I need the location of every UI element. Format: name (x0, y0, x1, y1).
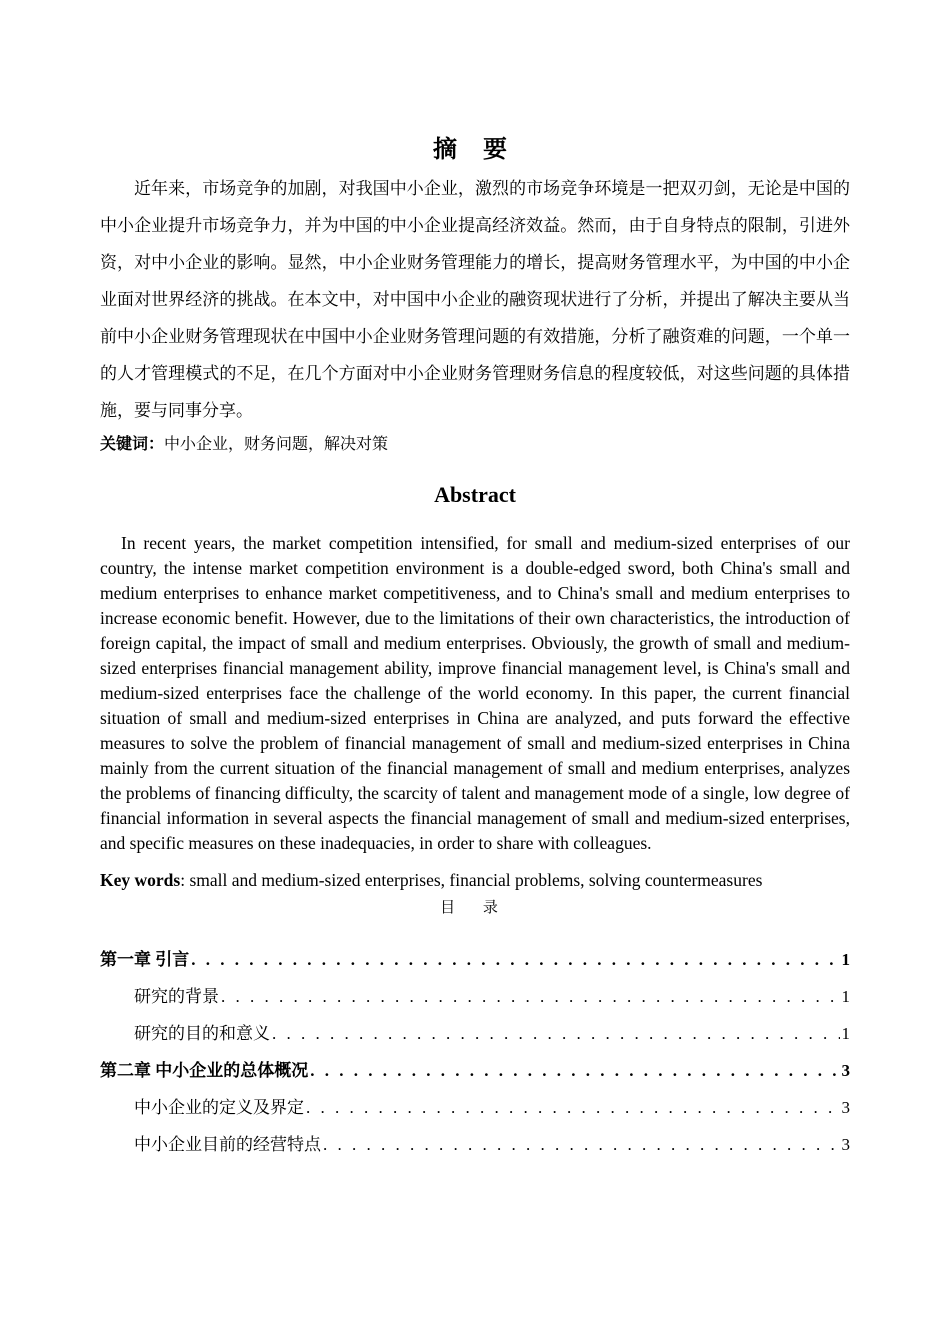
toc-entry-label: 中小企业的定义及界定 (134, 1098, 304, 1117)
toc-dot-leader (323, 1126, 840, 1163)
toc-dot-leader (272, 1015, 840, 1052)
toc-entry-label: 研究的目的和意义 (134, 1024, 270, 1043)
toc-entry-page: 3 (841, 1135, 850, 1154)
toc-entry-page: 1 (841, 1024, 850, 1043)
chinese-keywords (100, 429, 850, 461)
toc-entry-chapter-1[interactable] (100, 941, 850, 978)
toc-entry-section[interactable] (100, 1126, 850, 1163)
english-abstract-title: Abstract (434, 482, 516, 507)
toc-entry-page: 1 (841, 987, 850, 1006)
english-keywords-label: Key words (100, 870, 181, 890)
toc-entry-page: 1 (841, 950, 850, 969)
toc-entry-section[interactable] (100, 978, 850, 1015)
chinese-abstract-title: 摘 要 (433, 137, 517, 163)
toc-entry-page: 3 (841, 1098, 850, 1117)
toc-entry-label: 中小企业目前的经营特点 (134, 1135, 321, 1154)
toc-entry-section[interactable] (100, 1015, 850, 1052)
chinese-keywords-text: 中小企业，财务问题，解决对策 (164, 436, 389, 453)
toc-title: 目 录 (440, 900, 510, 916)
chinese-abstract-body: 近年来，市场竞争的加剧，对我国中小企业，激烈的市场竞争环境是一把双刃剑，无论是中国的中小企业提升市场竞争力，并为中国的中小企业提高经济效益。然而，由于自身特点的限制，引进外资，对中小企业的影响。显然，中小企业财务管理能力的增长，提高财务管理水平，为中国的中小企业面对世界经济的挑战。在本文中，对中国中小企业的融资现状进行了分析，并提出了解决主要从当前中小企业财务管理现状在中国中小企业财务管理问题的有效措施，分析了融资难的问题，一个单一的人才管理模式的不足，在几个方面对中小企业财务管理财务信息的程度较低，对这些问题的具体措施，要与同事分享。 (100, 179, 850, 420)
toc-entry-label: 第一章 引言 (100, 950, 190, 969)
toc-entry-label: 第二章 中小企业的总体概况 (100, 1061, 309, 1080)
english-keywords-text: : small and medium-sized enterprises, financial problems, solving countermeasures (180, 870, 763, 890)
chinese-keywords-label: 关键词： (100, 436, 165, 453)
english-abstract-body: In recent years, the market competition intensified, for small and medium-sized enterprises of our country, the intense market competition environment is a double-edged sword, both China's small and medium enterprises to enhance market competitiveness, and to China's small and medium enterprises to increase economic benefit. However, due to the limitations of their own characteristics, the introduction of foreign capital, the impact of small and medium enterprises. Obviously, the growth of small and medium-sized enterprises financial management ability, improve financial management level, is China's small and medium-sized enterprises face the challenge of the world economy. In this paper, the current financial situation of small and medium-sized enterprises in China are analyzed, and puts forward the effective measures to solve the problem of financial management of small and medium-sized enterprises in China mainly from the current situation of the financial management of small and medium enterprises, analyzes the problems of financing difficulty, the scarcity of talent and management mode of a single, low degree of financial information in several aspects the financial management of small and medium-sized enterprises, and specific measures on these inadequacies, in order to share with colleagues. (100, 533, 850, 853)
toc-entry-chapter-2[interactable] (100, 1052, 850, 1089)
toc-entry-section[interactable] (100, 1089, 850, 1126)
table-of-contents (100, 941, 850, 1163)
toc-dot-leader (310, 1052, 839, 1089)
toc-entry-label: 研究的背景 (134, 987, 219, 1006)
toc-entry-page: 3 (841, 1061, 850, 1080)
english-keywords (100, 868, 850, 893)
document-page (100, 130, 850, 1163)
toc-dot-leader (191, 941, 839, 978)
toc-dot-leader (221, 978, 840, 1015)
toc-dot-leader (306, 1089, 840, 1126)
